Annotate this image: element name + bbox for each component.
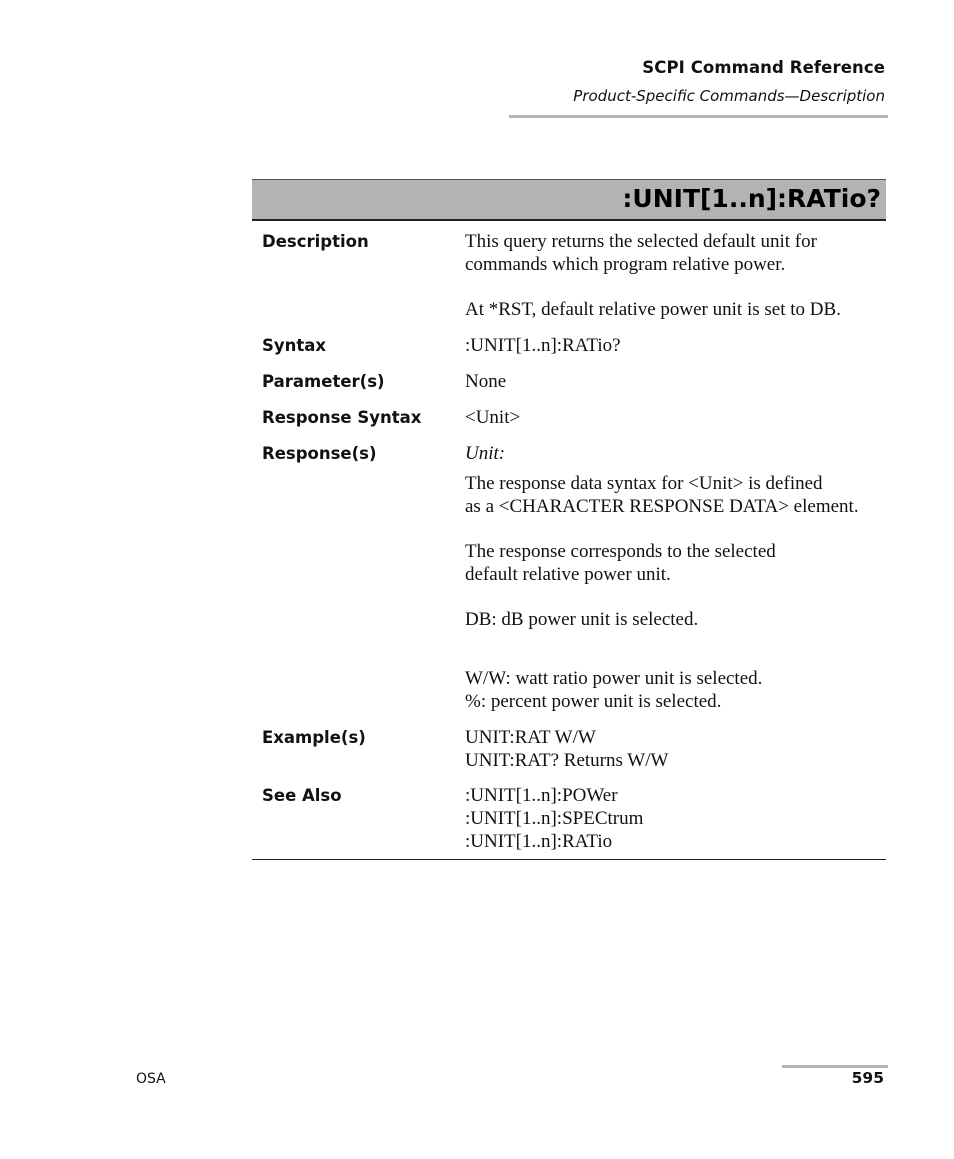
see-also-line: :UNIT[1..n]:SPECtrum	[465, 808, 644, 829]
response-line: The response data syntax for <Unit> is defined	[465, 473, 823, 494]
see-also-line: :UNIT[1..n]:RATio	[465, 831, 613, 852]
responses-value	[465, 442, 885, 713]
see-also-label: See Also	[262, 786, 342, 805]
response-syntax-value: <Unit>	[465, 407, 521, 428]
running-header-title: SCPI Command Reference	[642, 58, 885, 77]
header-divider	[509, 115, 888, 118]
responses-label: Response(s)	[262, 444, 377, 463]
description-value	[465, 230, 885, 321]
response-param-name: Unit:	[465, 443, 506, 464]
see-also-value	[465, 784, 885, 853]
response-syntax-label: Response Syntax	[262, 408, 422, 427]
description-line: This query returns the selected default unit for	[465, 231, 817, 252]
command-title: :UNIT[1..n]:RATio?	[622, 184, 881, 213]
response-line: %: percent power unit is selected.	[465, 691, 722, 712]
syntax-label: Syntax	[262, 336, 327, 355]
parameters-value: None	[465, 371, 507, 392]
parameters-label: Parameter(s)	[262, 372, 385, 391]
syntax-value: :UNIT[1..n]:RATio?	[465, 335, 621, 356]
running-header-subtitle: Product-Specific Commands—Description	[573, 87, 885, 105]
response-line: DB: dB power unit is selected.	[465, 609, 699, 630]
description-line: At *RST, default relative power unit is set to DB.	[465, 299, 841, 320]
examples-value	[465, 726, 885, 772]
response-line: W/W: watt ratio power unit is selected.	[465, 668, 763, 689]
footer-divider	[782, 1065, 888, 1068]
response-line: The response corresponds to the selected	[465, 541, 776, 562]
description-label: Description	[262, 232, 369, 251]
example-line: UNIT:RAT? Returns W/W	[465, 750, 669, 771]
command-title-bar	[252, 179, 886, 221]
table-bottom-divider	[252, 859, 886, 860]
example-line: UNIT:RAT W/W	[465, 727, 596, 748]
response-line: default relative power unit.	[465, 564, 671, 585]
page-number: 595	[851, 1069, 884, 1087]
response-line: as a <CHARACTER RESPONSE DATA> element.	[465, 496, 859, 517]
footer-product-name: OSA	[136, 1071, 166, 1087]
see-also-line: :UNIT[1..n]:POWer	[465, 785, 618, 806]
description-line: commands which program relative power.	[465, 254, 786, 275]
examples-label: Example(s)	[262, 728, 366, 747]
